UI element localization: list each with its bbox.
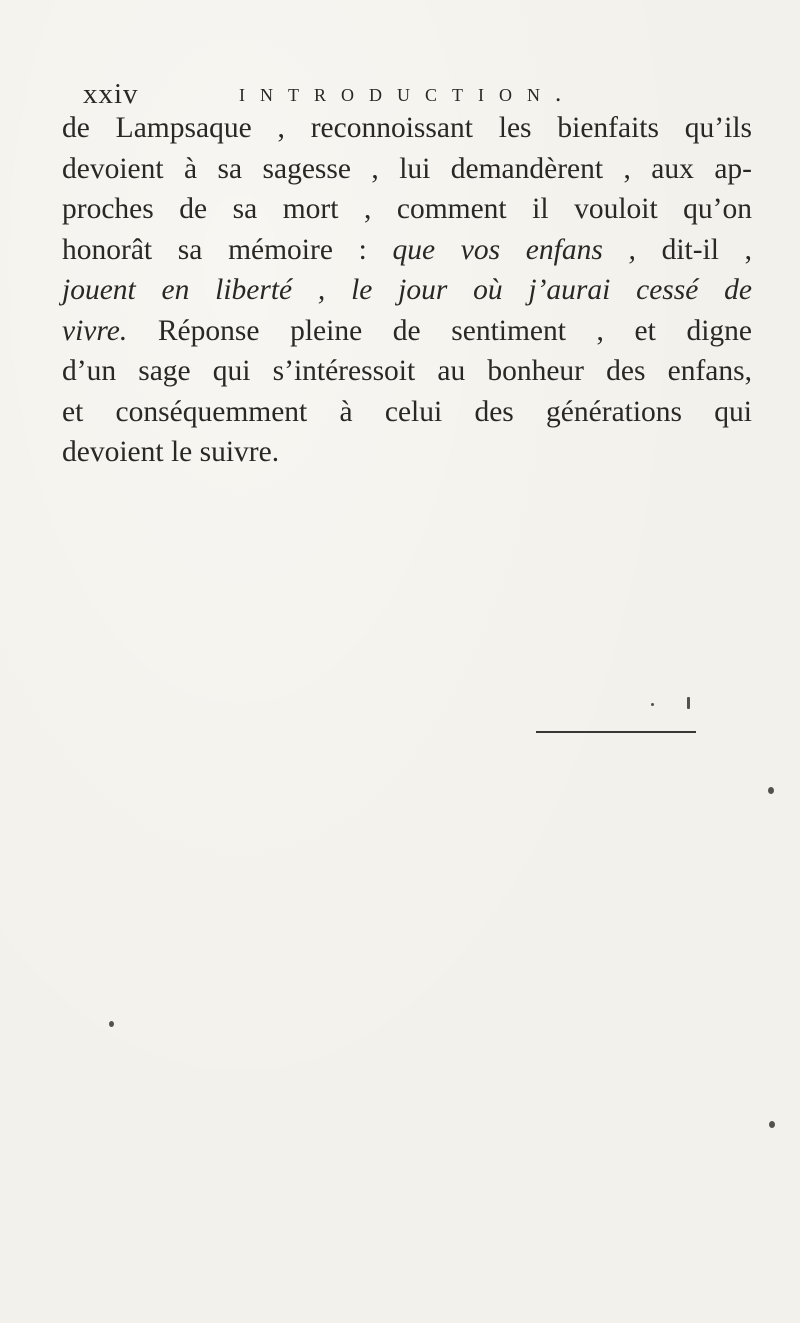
text-line xyxy=(62,311,752,352)
end-rule xyxy=(536,731,696,733)
running-title: introduction. xyxy=(239,80,577,107)
page-number: xxiv xyxy=(83,78,139,110)
text-line xyxy=(62,189,752,230)
text-run: proches de sa mort , comment il vouloit qu’on xyxy=(62,193,752,225)
ink-speck xyxy=(687,697,690,709)
text-line xyxy=(62,392,752,433)
ink-speck xyxy=(769,1121,775,1128)
text-run: et conséquemment à celui des générations qui xyxy=(62,395,752,428)
text-line xyxy=(62,432,752,473)
ink-speck xyxy=(768,787,774,794)
text-line xyxy=(62,108,752,149)
italic-run: que vos enfans , xyxy=(392,233,636,266)
text-line xyxy=(62,351,752,392)
body-text xyxy=(62,108,752,473)
text-run: devoient le suivre. xyxy=(62,436,280,468)
text-run: d’un sage qui s’intéressoit au bonheur des enfans, xyxy=(62,355,752,387)
ink-speck xyxy=(109,1021,114,1027)
text-run: dit-il , xyxy=(635,233,753,266)
text-line xyxy=(62,230,752,271)
text-line xyxy=(62,149,752,190)
ink-speck xyxy=(651,703,654,706)
text-run: devoient à sa sagesse , lui demandèrent , aux ap- xyxy=(62,152,752,185)
text-run: Réponse pleine de sentiment , et digne xyxy=(127,314,752,347)
text-run: honorât sa mémoire : xyxy=(62,233,393,266)
text-line xyxy=(62,270,752,311)
italic-run: jouent en liberté , le jour où j’aurai cessé de xyxy=(62,274,752,306)
text-run: de Lampsaque , reconnoissant les bienfaits qu’ils xyxy=(62,112,752,144)
italic-run: vivre. xyxy=(62,314,128,347)
